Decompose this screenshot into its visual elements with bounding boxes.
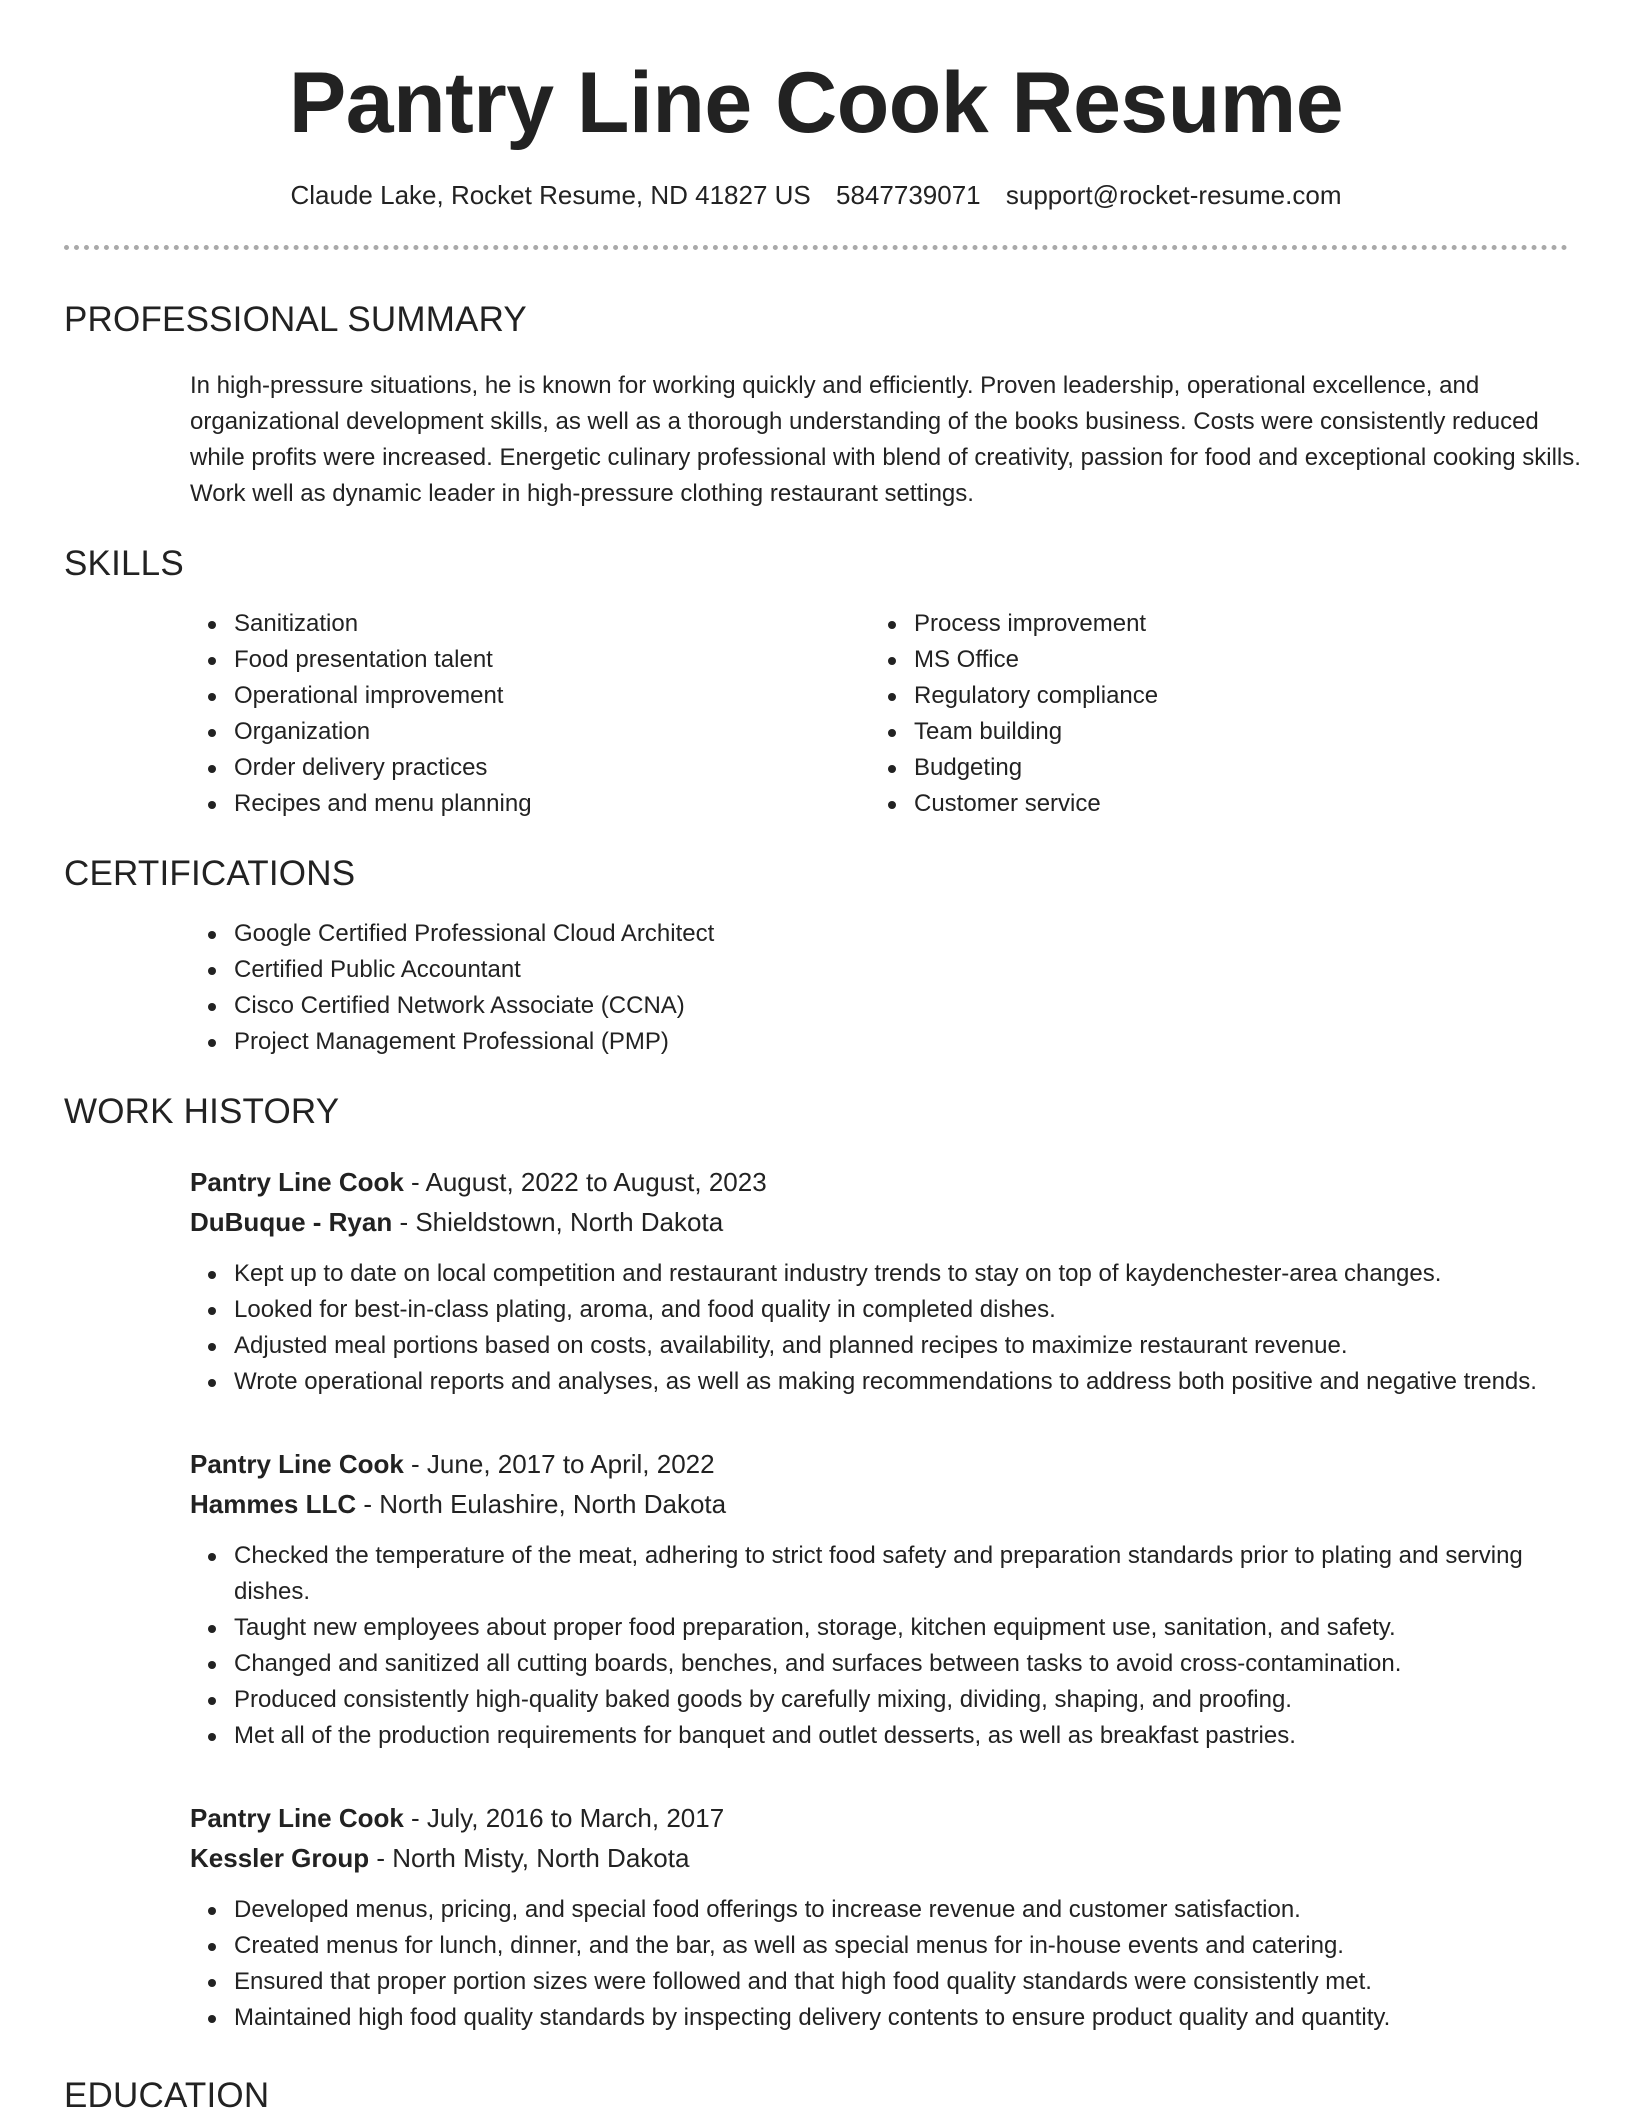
job-bullet: Checked the temperature of the meat, adhering to strict food safety and preparation standards prior to plating and serving dishes. — [234, 1538, 1574, 1610]
skill-item: Recipes and menu planning — [234, 786, 744, 822]
section-title-education: EDUCATION — [64, 2076, 270, 2115]
job-dates: - August, 2022 to August, 2023 — [403, 1167, 767, 1197]
skill-item: Order delivery practices — [234, 750, 744, 786]
professional-summary-section — [64, 300, 1581, 512]
section-title-skills: SKILLS — [64, 544, 184, 583]
skills-list-left — [234, 606, 744, 822]
section-title-summary: PROFESSIONAL SUMMARY — [64, 300, 527, 339]
job-bullets — [234, 1892, 1574, 2036]
job-entry — [190, 1162, 1568, 1400]
job-location: - North Eulashire, North Dakota — [356, 1489, 727, 1519]
job-company-line — [190, 1838, 1568, 1878]
skill-item: Team building — [914, 714, 1424, 750]
education-section — [64, 2076, 1568, 2116]
job-bullet: Taught new employees about proper food preparation, storage, kitchen equipment use, sanitation, and safety. — [234, 1610, 1574, 1646]
job-bullet: Ensured that proper portion sizes were followed and that high food quality standards were consistently met. — [234, 1964, 1574, 2000]
job-bullet: Adjusted meal portions based on costs, availability, and planned recipes to maximize restaurant revenue. — [234, 1328, 1574, 1364]
job-company: Kessler Group — [190, 1843, 370, 1873]
section-title-certifications: CERTIFICATIONS — [64, 854, 356, 893]
header-divider — [64, 245, 1568, 250]
job-bullets — [234, 1256, 1574, 1400]
skill-item: MS Office — [914, 642, 1424, 678]
job-bullet: Looked for best-in-class plating, aroma, and food quality in completed dishes. — [234, 1292, 1574, 1328]
job-bullet: Changed and sanitized all cutting boards, benches, and surfaces between tasks to avoid cross-contamination. — [234, 1646, 1574, 1682]
job-title-line — [190, 1162, 1568, 1202]
job-title-line — [190, 1444, 1568, 1484]
summary-text: In high-pressure situations, he is known for working quickly and efficiently. Proven leadership, operational excellence, and organizational development skills, as well as a thorough understanding of the books business. Costs were consistently reduced while profits were increased. Energetic culinary professional with blend of creativity, passion for food and exceptional cooking skills. Work well as dynamic leader in high-pressure clothing restaurant settings. — [190, 372, 1581, 507]
skills-section — [64, 544, 1568, 822]
job-company: DuBuque - Ryan — [190, 1207, 393, 1237]
certification-item: Certified Public Accountant — [234, 952, 1568, 988]
certifications-list — [234, 916, 1568, 1060]
job-dates: - June, 2017 to April, 2022 — [403, 1449, 715, 1479]
job-title: Pantry Line Cook — [190, 1167, 404, 1197]
contact-phone: 5847739071 — [836, 180, 981, 210]
contact-email: support@rocket-resume.com — [1005, 180, 1342, 210]
skill-item: Sanitization — [234, 606, 744, 642]
job-entry — [190, 1798, 1568, 2036]
job-dates: - July, 2016 to March, 2017 — [403, 1803, 725, 1833]
job-title: Pantry Line Cook — [190, 1803, 404, 1833]
skill-item: Organization — [234, 714, 744, 750]
job-bullet: Maintained high food quality standards by inspecting delivery contents to ensure product quality and quantity. — [234, 2000, 1574, 2036]
certifications-section — [64, 854, 1568, 1060]
job-bullet: Produced consistently high-quality baked goods by carefully mixing, dividing, shaping, and proofing. — [234, 1682, 1574, 1718]
job-bullet: Created menus for lunch, dinner, and the bar, as well as special menus for in-house events and catering. — [234, 1928, 1574, 1964]
job-location: - Shieldstown, North Dakota — [392, 1207, 724, 1237]
skill-item: Regulatory compliance — [914, 678, 1424, 714]
job-bullet: Kept up to date on local competition and restaurant industry trends to stay on top of kaydenchester-area changes. — [234, 1256, 1574, 1292]
contact-line — [64, 180, 1568, 211]
job-bullet: Wrote operational reports and analyses, as well as making recommendations to address both positive and negative trends. — [234, 1364, 1574, 1400]
job-title-line — [190, 1798, 1568, 1838]
job-bullet: Developed menus, pricing, and special food offerings to increase revenue and customer satisfaction. — [234, 1892, 1574, 1928]
job-company-line — [190, 1202, 1568, 1242]
section-title-work-history: WORK HISTORY — [64, 1092, 340, 1131]
skill-item: Operational improvement — [234, 678, 744, 714]
skills-list-right — [914, 606, 1424, 822]
work-history-section — [64, 1092, 1568, 2036]
certification-item: Google Certified Professional Cloud Architect — [234, 916, 1568, 952]
job-company-line — [190, 1484, 1568, 1524]
resume-title: Pantry Line Cook Resume — [288, 55, 1344, 151]
contact-address: Claude Lake, Rocket Resume, ND 41827 US — [290, 180, 811, 210]
certification-item: Cisco Certified Network Associate (CCNA) — [234, 988, 1568, 1024]
job-company: Hammes LLC — [190, 1489, 357, 1519]
job-bullet: Met all of the production requirements for banquet and outlet desserts, as well as breakfast pastries. — [234, 1718, 1574, 1754]
skill-item: Process improvement — [914, 606, 1424, 642]
certification-item: Project Management Professional (PMP) — [234, 1024, 1568, 1060]
skill-item: Customer service — [914, 786, 1424, 822]
skill-item: Budgeting — [914, 750, 1424, 786]
job-title: Pantry Line Cook — [190, 1449, 404, 1479]
skill-item: Food presentation talent — [234, 642, 744, 678]
skills-grid — [64, 606, 1568, 822]
job-entry — [190, 1444, 1568, 1754]
job-location: - North Misty, North Dakota — [369, 1843, 690, 1873]
job-bullets — [234, 1538, 1574, 1754]
